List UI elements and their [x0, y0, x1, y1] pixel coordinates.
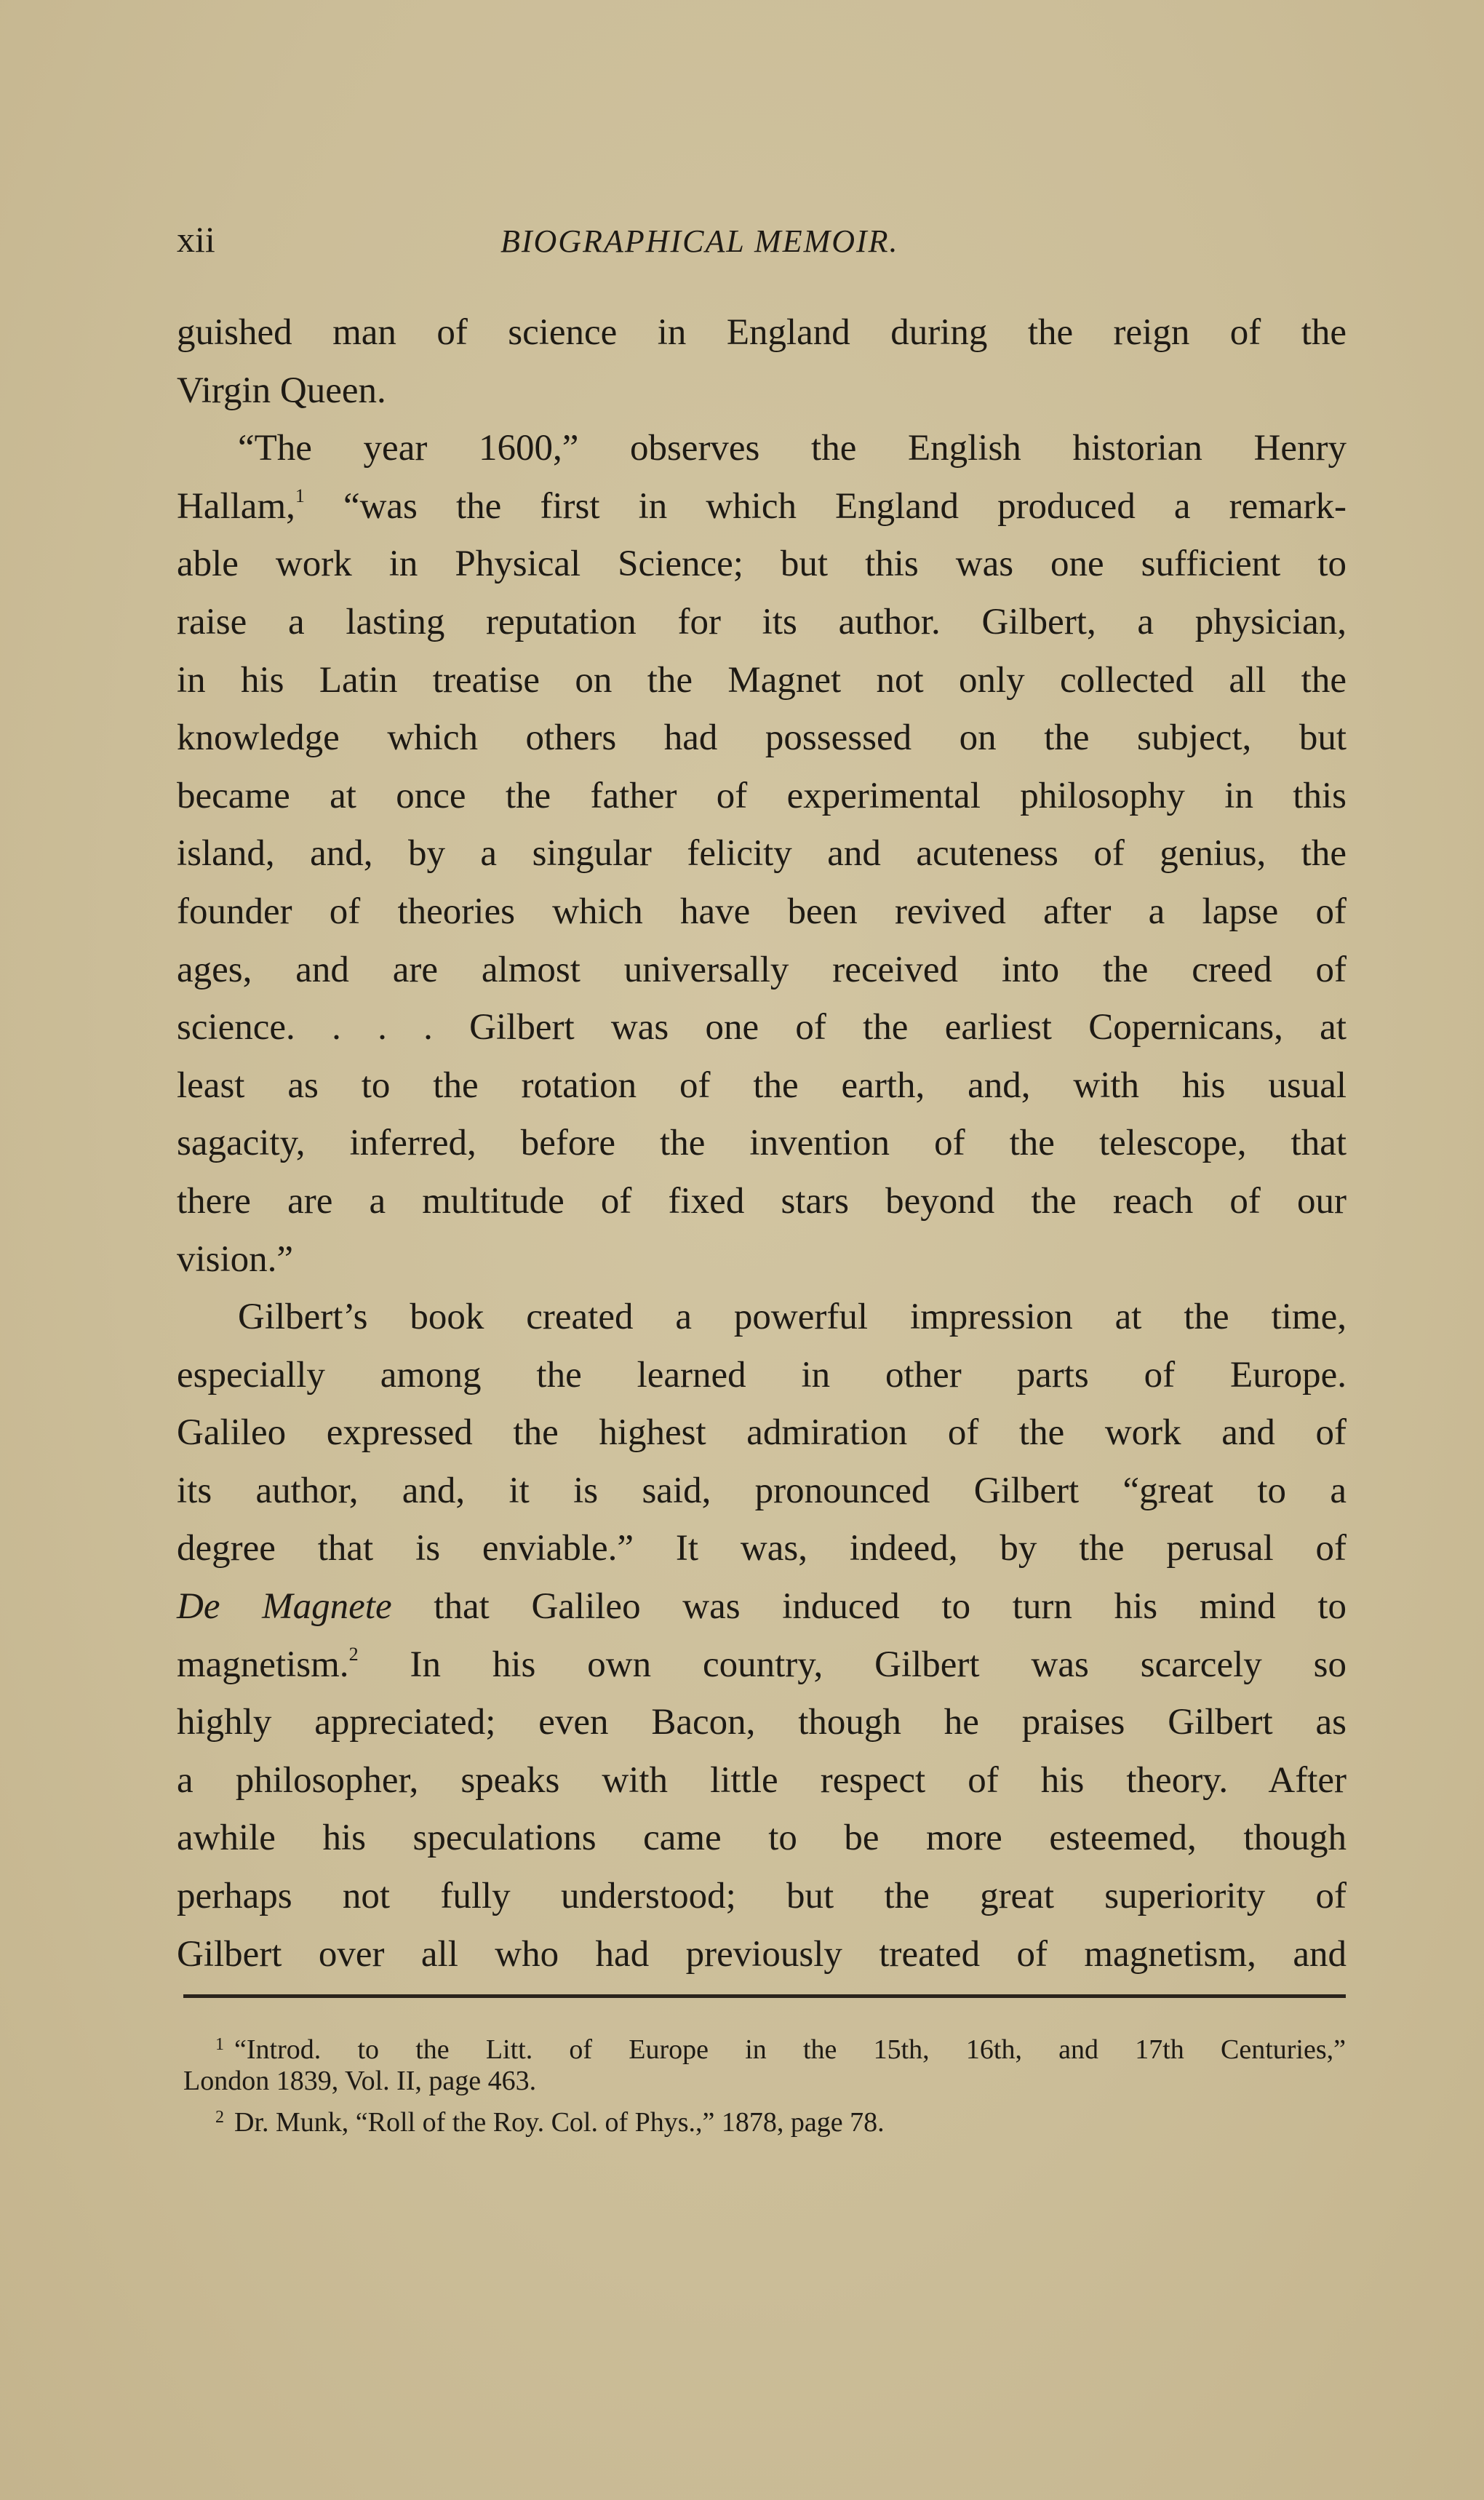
text-line: perhaps not fully understood; but the great superiority of: [177, 1876, 1347, 1917]
text-span: In his own country, Gilbert was scarcely so: [410, 1644, 1347, 1685]
footnotes: [183, 2026, 1346, 2138]
text-line: sagacity, inferred, before the invention of the telescope, that: [177, 1123, 1347, 1164]
text-line: raise a lasting reputation for its author. Gilbert, a physician,: [177, 601, 1347, 642]
text-line: highly appreciated; even Bacon, though he praises Gilbert as: [177, 1702, 1347, 1743]
footnote-divider: [183, 1994, 1346, 1998]
text-line: able work in Physical Science; but this was one sufficient to: [177, 544, 1347, 585]
body-text: [177, 304, 1347, 1983]
text-line: “The year 1600,” observes the English historian Henry: [238, 428, 1347, 469]
footnote-text: Dr. Munk, “Roll of the Roy. Col. of Phys.,” 1878, page 78.: [234, 2107, 885, 2138]
text-line: [177, 1636, 1347, 1695]
text-line: became at once the father of experimental philosophy in this: [177, 775, 1347, 816]
footnote-1-continued: London 1839, Vol. II, page 463.: [183, 2066, 537, 2096]
page-number: xii: [177, 219, 215, 260]
text-line: vision.”: [177, 1238, 294, 1280]
footnote-number: 2: [215, 2108, 224, 2127]
footnote-text: “Introd. to the Litt. of Europe in the 15th, 16th, and 17th Centuries,”: [234, 2034, 1346, 2065]
text-line: science. . . . Gilbert was one of the earliest Copernicans, at: [177, 1007, 1347, 1048]
running-title: BIOGRAPHICAL MEMOIR.: [500, 223, 899, 259]
page-header: [177, 218, 1346, 269]
text-line: [177, 1578, 1347, 1636]
text-line: ages, and are almost universally received into the creed of: [177, 949, 1347, 990]
text-line: Gilbert over all who had previously treated of magnetism, and: [177, 1933, 1347, 1975]
text-line: [177, 478, 1347, 536]
text-line: least as to the rotation of the earth, and, with his usual: [177, 1064, 1347, 1106]
text-line: founder of theories which have been revived after a lapse of: [177, 891, 1347, 932]
text-line: Virgin Queen.: [177, 370, 386, 411]
footnote-2: [183, 2099, 1346, 2138]
footnote-number: 1: [215, 2035, 224, 2054]
text-line: Galileo expressed the highest admiration of the work and of: [177, 1412, 1347, 1454]
text-line: guished man of science in England during the reign of the: [177, 312, 1347, 353]
book-title-italic: De Magnete: [177, 1586, 392, 1628]
text-line: there are a multitude of fixed stars beyond the reach of our: [177, 1180, 1347, 1222]
text-line: degree that is enviable.” It was, indeed, by the perusal of: [177, 1528, 1347, 1569]
footnote-ref-2[interactable]: 2: [348, 1643, 359, 1665]
text-line: knowledge which others had possessed on the subject, but: [177, 717, 1347, 759]
text-span: “was the first in which England produced a remark-: [343, 485, 1347, 527]
text-line: awhile his speculations came to be more esteemed, though: [177, 1818, 1347, 1859]
text-line: in his Latin treatise on the Magnet not only collected all the: [177, 659, 1347, 701]
text-line: its author, and, it is said, pronounced Gilbert “great to a: [177, 1470, 1347, 1511]
text-span: that Galileo was induced to turn his mind to: [434, 1586, 1347, 1628]
footnote-1: [183, 2026, 1346, 2063]
text-line: a philosopher, speaks with little respect of his theory. After: [177, 1759, 1347, 1801]
footnote-ref-1[interactable]: 1: [295, 485, 305, 506]
text-line: especially among the learned in other parts of Europe.: [177, 1354, 1347, 1396]
text-span: Hallam,: [177, 485, 295, 527]
text-line: island, and, by a singular felicity and acuteness of genius, the: [177, 833, 1347, 875]
text-span: magnetism.: [177, 1644, 349, 1685]
text-line: Gilbert’s book created a powerful impression at the time,: [238, 1297, 1347, 1338]
